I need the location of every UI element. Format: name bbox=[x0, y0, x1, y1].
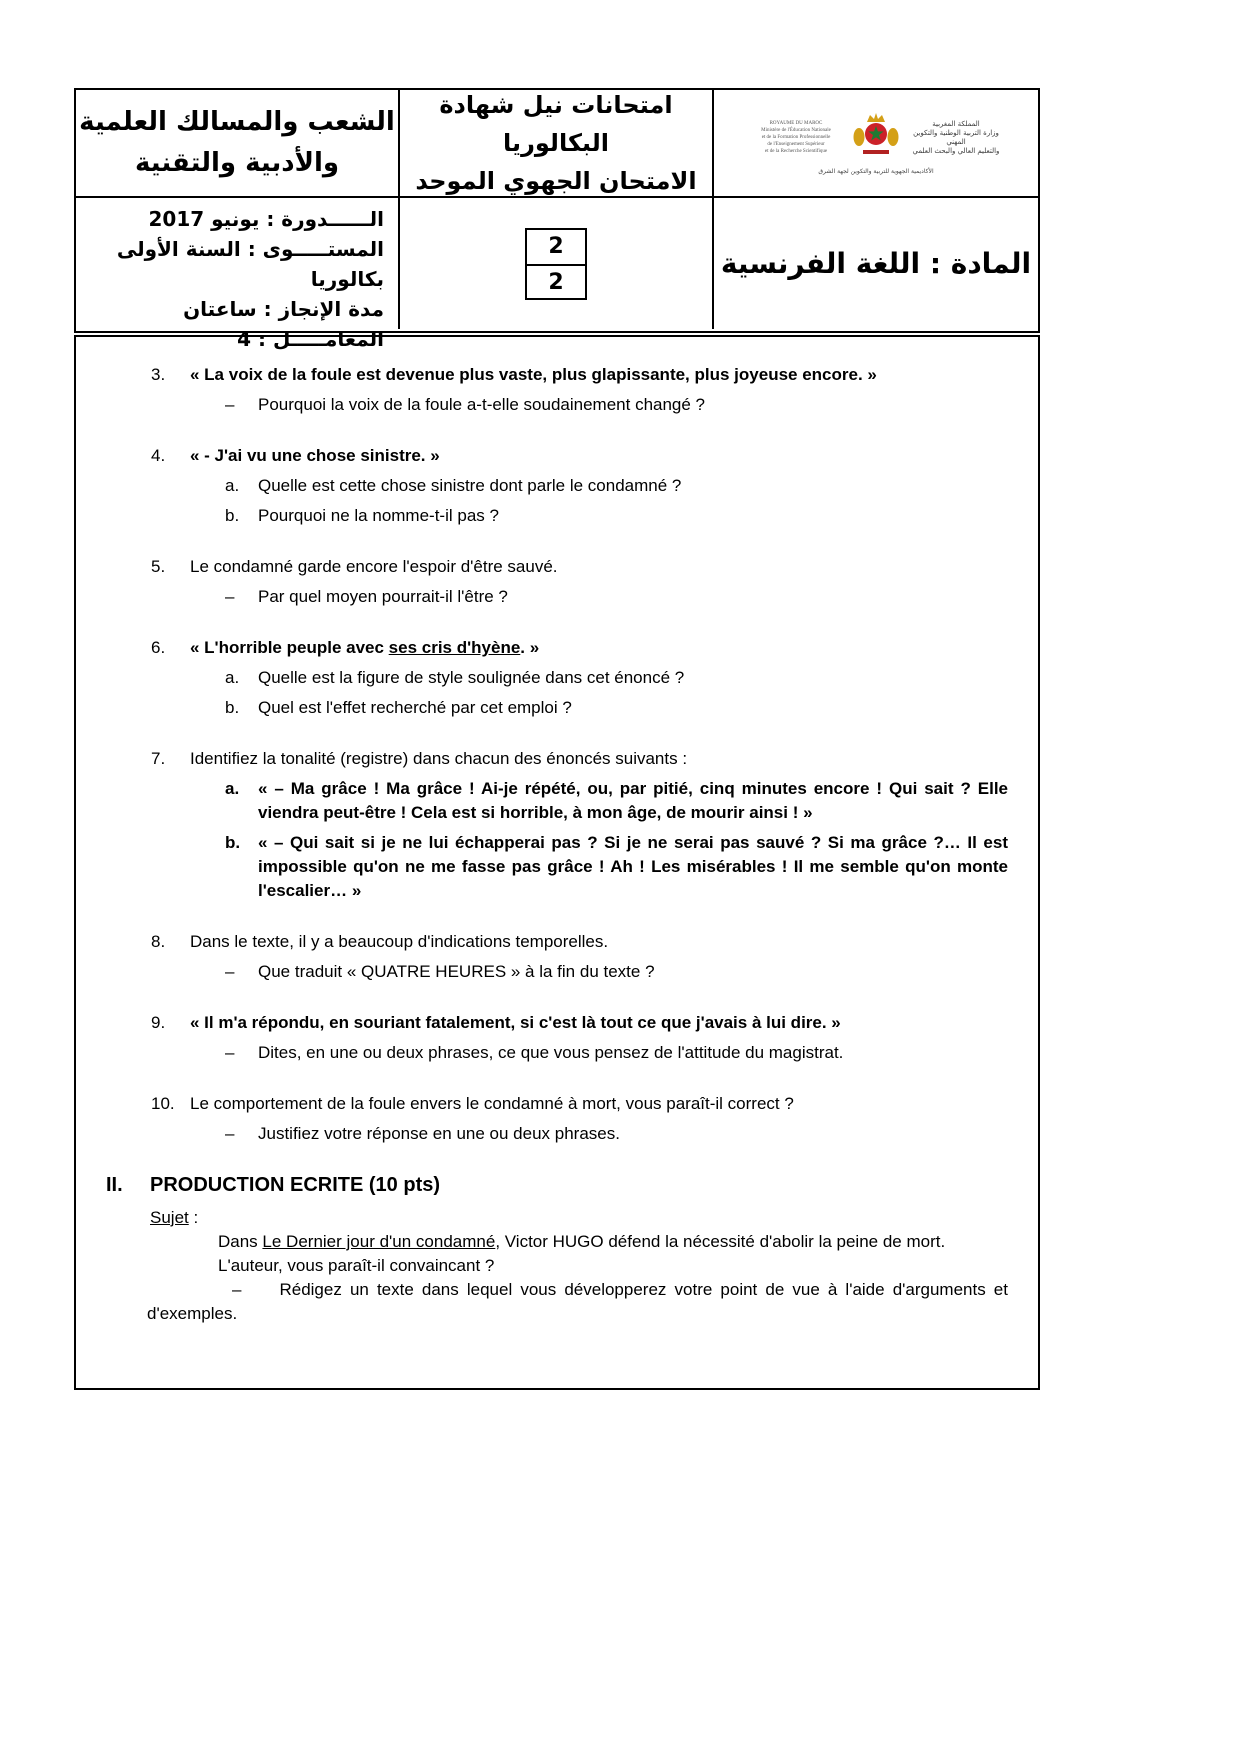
logo-french-line: et de la Recherche Scientifique bbox=[764, 149, 828, 154]
question bbox=[151, 1011, 1008, 1065]
sub-question-text bbox=[258, 831, 1008, 903]
question-body bbox=[190, 1092, 1008, 1146]
coefficient-line: المعامـــــل : 4 bbox=[237, 327, 384, 351]
exam-header-table bbox=[74, 88, 1040, 351]
question bbox=[151, 636, 1008, 720]
sub-question bbox=[225, 585, 1008, 609]
question-body bbox=[190, 363, 1008, 417]
text-segment: « Il m'a répondu, en souriant fatalement, si c'est là tout ce que j'avais à lui dire. » bbox=[190, 1013, 841, 1032]
question-text bbox=[190, 636, 1008, 660]
sub-question-marker: a. bbox=[225, 779, 240, 798]
exam-content-box bbox=[74, 335, 1040, 1390]
text-segment: Quelle est la figure de style soulignée dans cet énoncé ? bbox=[258, 668, 685, 687]
production-title-row bbox=[106, 1173, 1008, 1197]
duration-line: مدة الإنجاز : ساعتان bbox=[183, 297, 384, 321]
text-segment: Quel est l'effet recherché par cet emploi ? bbox=[258, 698, 572, 717]
consigne-paragraph bbox=[147, 1278, 1008, 1326]
question-body bbox=[190, 636, 1008, 720]
page-total: 2 bbox=[527, 264, 585, 298]
subject-label: المادة : اللغة الفرنسية bbox=[720, 247, 1032, 280]
logo-french-line: Ministère de l'Éducation Nationale bbox=[761, 128, 831, 133]
sub-question bbox=[225, 504, 1008, 528]
question bbox=[151, 930, 1008, 984]
sub-question-text bbox=[258, 393, 1008, 417]
sujet-colon: : bbox=[188, 1208, 199, 1227]
text-segment: Quelle est cette chose sinistre dont parle le condamné ? bbox=[258, 476, 682, 495]
exam-title-line2: الامتحان الجهوي الموحد bbox=[415, 167, 697, 195]
sub-question-marker: – bbox=[225, 1043, 235, 1062]
question-text bbox=[190, 1092, 1008, 1116]
text-segment: Le comportement de la foule envers le condamné à mort, vous paraît-il correct ? bbox=[190, 1094, 794, 1113]
text-segment: « La voix de la foule est devenue plus vaste, plus glapissante, plus joyeuse encore. » bbox=[190, 365, 877, 384]
question-number: 5. bbox=[151, 557, 166, 576]
branches-cell bbox=[76, 90, 400, 198]
sub-question-marker: – bbox=[225, 1124, 235, 1143]
question-number: 6. bbox=[151, 638, 166, 657]
consigne-dash-marker: – bbox=[232, 1280, 242, 1299]
sub-question-text bbox=[258, 474, 1008, 498]
session-line: الــــــدورة : يونيو 2017 bbox=[148, 207, 384, 231]
question-text bbox=[190, 444, 1008, 468]
logo-french-line: de l'Enseignement Supérieur bbox=[767, 142, 825, 147]
page-current: 2 bbox=[548, 233, 564, 259]
text-segment: Pourquoi la voix de la foule a-t-elle soudainement changé ? bbox=[258, 395, 706, 414]
section-roman-numeral: II. bbox=[106, 1174, 123, 1196]
question-body bbox=[190, 444, 1008, 528]
logo-french-text bbox=[750, 120, 842, 155]
text-segment: Identifiez la tonalité (registre) dans chacun des énoncés suivants : bbox=[190, 749, 688, 768]
question-number: 4. bbox=[151, 446, 166, 465]
logo-arabic-line: والتعليم العالي والبحث العلمي bbox=[912, 146, 1000, 155]
text-segment: Par quel moyen pourrait-il l'être ? bbox=[258, 587, 508, 606]
text-segment: « L'horrible peuple avec bbox=[190, 638, 389, 657]
sub-question-text bbox=[258, 585, 1008, 609]
sub-question-marker: b. bbox=[225, 506, 240, 525]
question-text bbox=[190, 363, 1008, 387]
text-segment: Justifiez votre réponse en une ou deux phrases. bbox=[258, 1124, 620, 1143]
sub-question-marker: – bbox=[225, 395, 235, 414]
page-number-box bbox=[525, 228, 587, 300]
questions-list bbox=[151, 363, 1008, 1146]
question-text bbox=[190, 747, 1008, 771]
question-body bbox=[190, 930, 1008, 984]
text-segment: Le condamné garde encore l'espoir d'être sauvé. bbox=[190, 557, 558, 576]
logo-french-line: ROYAUME DU MAROC bbox=[769, 121, 823, 126]
question-body bbox=[190, 747, 1008, 903]
sub-question-text bbox=[258, 777, 1008, 825]
question bbox=[151, 747, 1008, 903]
level-line: المستـــــوى : السنة الأولى بكالوريا bbox=[116, 237, 384, 291]
text-segment: « – Ma grâce ! Ma grâce ! Ai-je répété, ou, par pitié, cinq minutes encore ! Qui sait ? Elle viendra peut-être ! Cela est si horrible, à mon âge, de mourir ainsi ! » bbox=[258, 779, 1008, 822]
text-segment: Dans bbox=[218, 1232, 263, 1251]
sub-question-marker: a. bbox=[225, 476, 240, 495]
branches-line1: الشعب والمسالك العلمية bbox=[79, 107, 395, 137]
subject-cell bbox=[714, 198, 1038, 329]
consigne-text: Rédigez un texte dans lequel vous développerez votre point de vue à l'aide d'arguments et d'exemples. bbox=[147, 1280, 1008, 1323]
sub-question-text bbox=[258, 960, 1008, 984]
text-segment: Pourquoi ne la nomme-t-il pas ? bbox=[258, 506, 499, 525]
question bbox=[151, 555, 1008, 609]
text-segment: « – Qui sait si je ne lui échapperai pas ? Si je ne serai pas sauvé ? Si ma grâce ?… Il est impossible qu'on ne me fasse pas grâce ! Ah ! Les misérables ! Il me semble qu'on monte l'escalier… » bbox=[258, 833, 1008, 900]
text-segment: ses cris d'hyène bbox=[388, 638, 521, 657]
question-text bbox=[190, 930, 1008, 954]
text-segment: Que traduit « QUATRE HEURES » à la fin du texte ? bbox=[258, 962, 655, 981]
text-segment: , Victor HUGO défend la nécessité d'abolir la peine de mort. bbox=[495, 1232, 946, 1251]
question-number: 7. bbox=[151, 749, 166, 768]
sub-question bbox=[225, 1041, 1008, 1065]
sub-question-text bbox=[258, 696, 1008, 720]
question-text bbox=[190, 1011, 1008, 1035]
sub-question-text bbox=[258, 504, 1008, 528]
text-segment: Le Dernier jour d'un condamné bbox=[262, 1232, 496, 1251]
logo-french-line: et de la Formation Professionnelle bbox=[761, 135, 831, 140]
sujet-question-line: L'auteur, vous paraît-il convaincant ? bbox=[218, 1256, 495, 1275]
text-segment: « - J'ai vu une chose sinistre. » bbox=[190, 446, 440, 465]
sub-question-marker: – bbox=[225, 587, 235, 606]
morocco-coat-of-arms-icon bbox=[847, 110, 905, 165]
sub-question bbox=[225, 777, 1008, 825]
session-info-cell bbox=[76, 198, 400, 351]
question bbox=[151, 363, 1008, 417]
sub-question bbox=[225, 666, 1008, 690]
question-text bbox=[190, 555, 1008, 579]
page-number-cell bbox=[400, 198, 714, 329]
sujet-line bbox=[150, 1206, 1008, 1230]
sub-question-text bbox=[258, 1041, 1008, 1065]
sujet-intro bbox=[218, 1230, 1008, 1254]
branches-line2: والأدبية والتقنية bbox=[134, 148, 340, 178]
text-segment: Dans le texte, il y a beaucoup d'indications temporelles. bbox=[190, 932, 609, 951]
sub-question-marker: b. bbox=[225, 698, 240, 717]
logo-row bbox=[720, 110, 1032, 165]
logo-arabic-line: المملكة المغربية bbox=[932, 119, 980, 128]
sujet-label: Sujet bbox=[150, 1208, 189, 1227]
sub-question-marker: – bbox=[225, 962, 235, 981]
question-body bbox=[190, 555, 1008, 609]
question-number: 9. bbox=[151, 1013, 166, 1032]
sub-question-text bbox=[258, 1122, 1008, 1146]
sub-question bbox=[225, 393, 1008, 417]
text-segment: . » bbox=[520, 638, 540, 657]
sub-question-marker: a. bbox=[225, 668, 240, 687]
section-title: PRODUCTION ECRITE (10 pts) bbox=[150, 1174, 441, 1196]
text-segment: Dites, en une ou deux phrases, ce que vous pensez de l'attitude du magistrat. bbox=[258, 1043, 844, 1062]
sub-question bbox=[225, 1122, 1008, 1146]
question-body bbox=[190, 1011, 1008, 1065]
sub-question bbox=[225, 831, 1008, 903]
exam-title-cell bbox=[400, 90, 714, 198]
question-number: 3. bbox=[151, 365, 166, 384]
logo-arabic-line: وزارة التربية الوطنية والتكوين المهني bbox=[913, 128, 999, 146]
logo-academy-line: الأكاديمية الجهوية للتربية والتكوين لجهة الشرق bbox=[818, 168, 934, 175]
production-ecrite-section bbox=[106, 1173, 1008, 1326]
question-number: 10. bbox=[151, 1094, 175, 1113]
sub-question-text bbox=[258, 666, 1008, 690]
sub-question bbox=[225, 696, 1008, 720]
question bbox=[151, 1092, 1008, 1146]
sub-question bbox=[225, 474, 1008, 498]
question-number: 8. bbox=[151, 932, 166, 951]
question bbox=[151, 444, 1008, 528]
sub-question bbox=[225, 960, 1008, 984]
sub-question-marker: b. bbox=[225, 833, 241, 852]
logo-arabic-text bbox=[910, 120, 1002, 156]
ministry-logo-cell bbox=[714, 90, 1038, 198]
exam-title-line1: امتحانات نيل شهادة البكالوريا bbox=[439, 91, 673, 157]
